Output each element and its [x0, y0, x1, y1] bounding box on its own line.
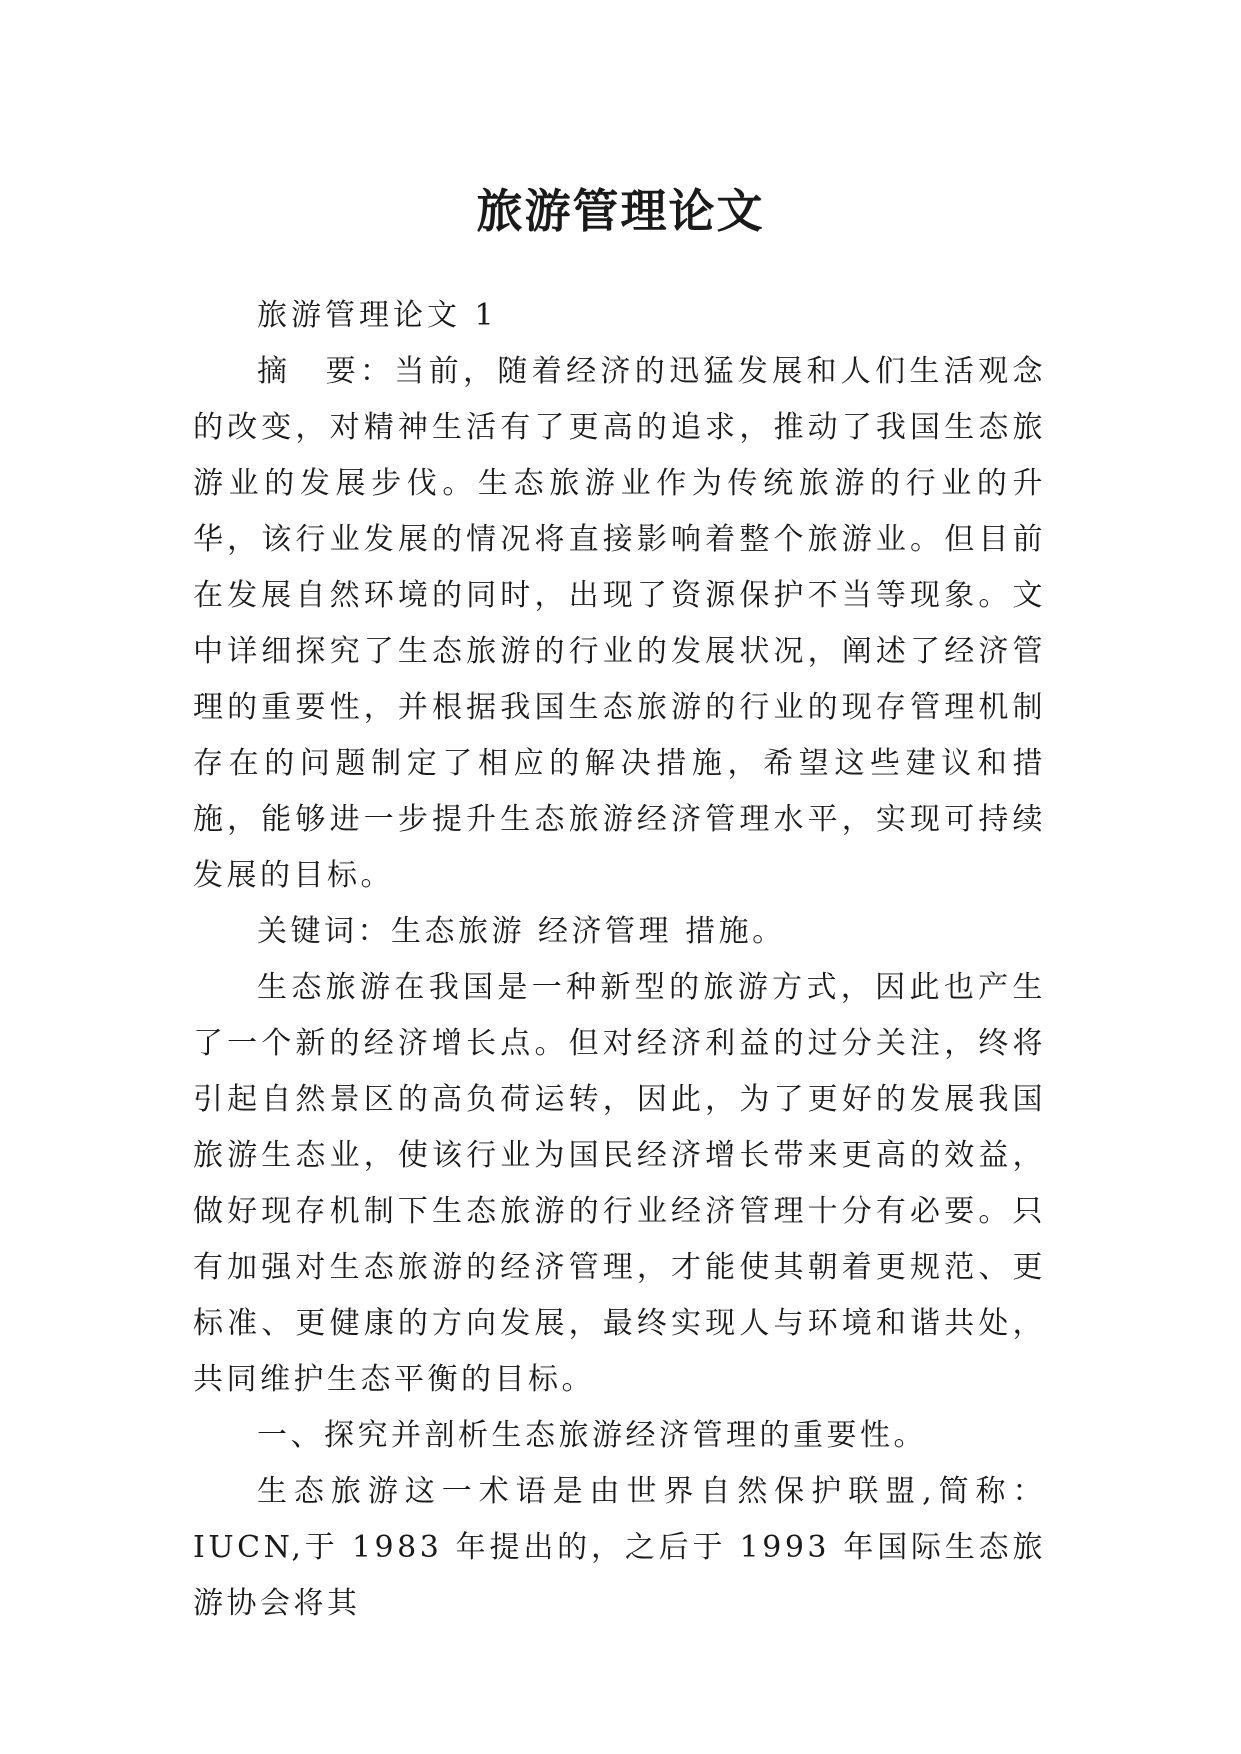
body-paragraph: 生态旅游这一术语是由世界自然保护联盟,简称： IUCN,于 1983 年提出的，之后于 1993 年国际生态旅游协会将其	[193, 1474, 1046, 1621]
document-title: 旅游管理论文	[476, 183, 765, 238]
keywords-paragraph: 关键词：生态旅游 经济管理 措施。	[257, 914, 786, 949]
document-body	[193, 288, 1046, 1632]
intro-paragraph: 生态旅游在我国是一种新型的旅游方式，因此也产生了一个新的经济增长点。但对经济利益的过分关注，终将引起自然景区的高负荷运转，因此，为了更好的发展我国旅游生态业，使该行业为国民经济增长带来更高的效益，做好现存机制下生态旅游的行业经济管理十分有必要。只有加强对生态旅游的经济管理，才能使其朝着更规范、更标准、更健康的方向发展，最终实现人与环境和谐共处，共同维护生态平衡的目标。	[193, 970, 1046, 1397]
section-heading: 旅游管理论文 1	[257, 298, 498, 333]
subsection-heading: 一、探究并剖析生态旅游经济管理的重要性。	[257, 1418, 927, 1453]
abstract-paragraph: 摘 要：当前，随着经济的迅猛发展和人们生活观念的改变，对精神生活有了更高的追求，推动了我国生态旅游业的发展步伐。生态旅游业作为传统旅游的行业的升华，该行业发展的情况将直接影响着整个旅游业。但目前在发展自然环境的同时，出现了资源保护不当等现象。文中详细探究了生态旅游的行业的发展状况，阐述了经济管理的重要性，并根据我国生态旅游的行业的现存管理机制存在的问题制定了相应的解决措施，希望这些建议和措施，能够进一步提升生态旅游经济管理水平，实现可持续发展的目标。	[193, 354, 1046, 893]
